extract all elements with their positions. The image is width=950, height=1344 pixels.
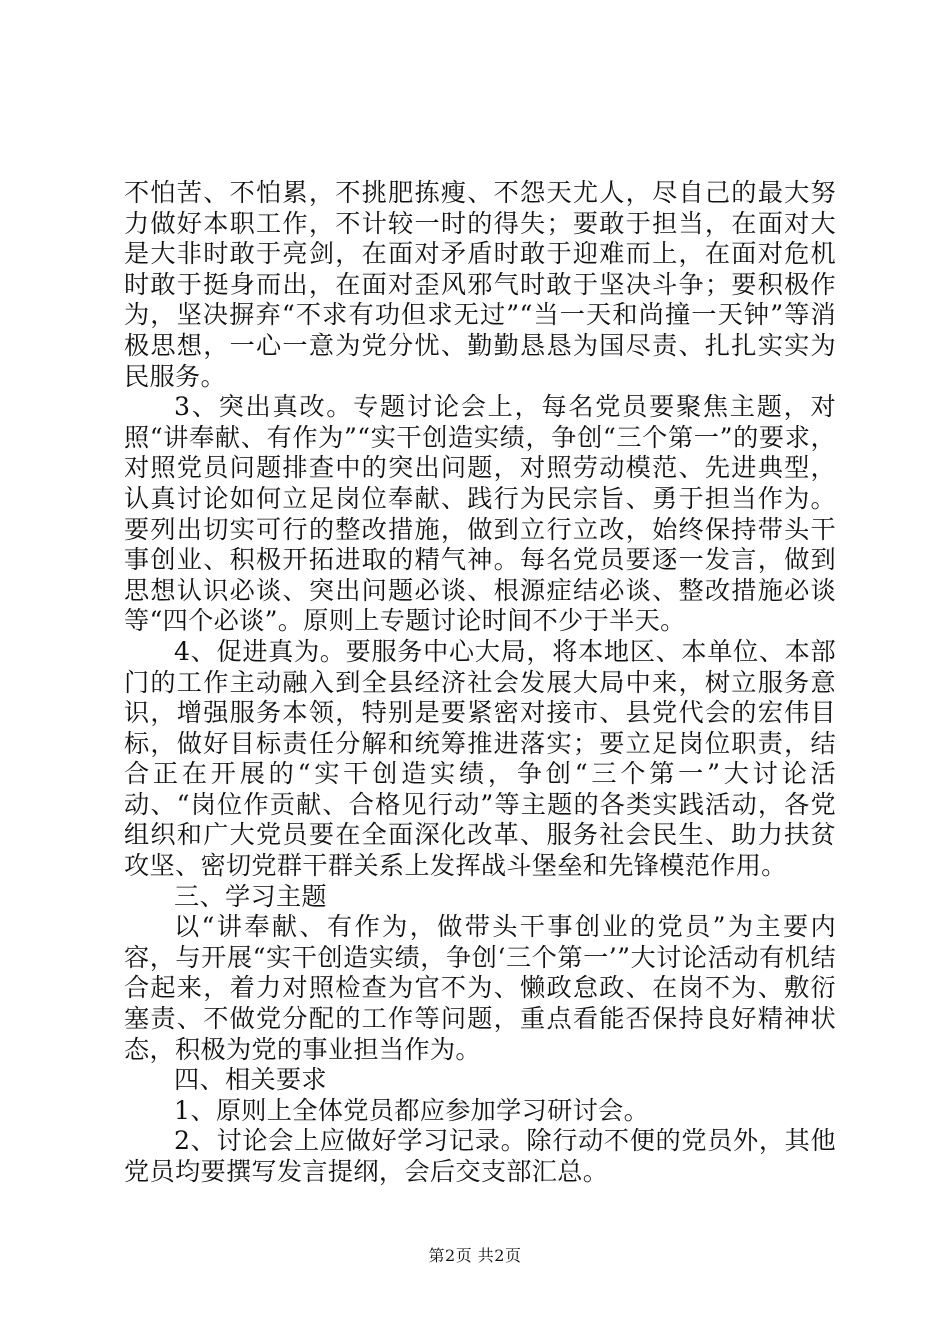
requirement-item-1: 1、原则上全体党员都应参加学习研讨会。 <box>174 1095 650 1125</box>
paragraph-study-theme: 以“讲奉献、有作为，做带头干事创业的党员”为主要内容，与开展“实干创造实绩，争创‘三个第一’”大讨论活动有机结合起来，着力对照检查为官不为、懒政怠政、在岗不为、敷衍塞责、不做党分配的工作等问题，重点看能否保持良好精神状态，积极为党的事业担当作为。 <box>124 912 836 1064</box>
section-heading-requirements: 四、相关要求 <box>174 1065 327 1095</box>
document-body <box>124 178 836 1188</box>
page-footer: 第2页 共2页 <box>428 1246 522 1265</box>
requirement-item-2: 2、讨论会上应做好学习记录。除行动不便的党员外，其他党员均要撰写发言提纲，会后交支部汇总。 <box>124 1126 836 1186</box>
section-heading-study-theme: 三、学习主题 <box>174 881 327 911</box>
paragraph-item-4: 4、促进真为。要服务中心大局，将本地区、本单位、本部门的工作主动融入到全县经济社会发展大局中来，树立服务意识，增强服务本领，特别是要紧密对接市、县党代会的宏伟目标，做好目标责任分解和统筹推进落实；要立足岗位职责，结合正在开展的“实干创造实绩，争创“三个第一”大讨论活动、“岗位作贡献、合格见行动”等主题的各类实践活动，各党组织和广大党员要在全面深化改革、服务社会民生、助力扶贫攻坚、密切党群干群关系上发挥战斗堡垒和先锋模范作用。 <box>124 636 836 881</box>
paragraph-item-3: 3、突出真改。专题讨论会上，每名党员要聚焦主题，对照“讲奉献、有作为”“实干创造实绩，争创“三个第一”的要求，对照党员问题排查中的突出问题，对照劳动模范、先进典型，认真讨论如何立足岗位奉献、践行为民宗旨、勇于担当作为。要列出切实可行的整改措施，做到立行立改，始终保持带头干事创业、积极开拓进取的精气神。每名党员要逐一发言，做到思想认识必谈、突出问题必谈、根源症结必谈、整改措施必谈等“四个必谈”。原则上专题讨论时间不少于半天。 <box>124 392 836 636</box>
paragraph-continuation: 不怕苦、不怕累，不挑肥拣瘦、不怨天尤人，尽自己的最大努力做好本职工作，不计较一时的得失；要敢于担当，在面对大是大非时敢于亮剑，在面对矛盾时敢于迎难而上，在面对危机时敢于挺身而出，在面对歪风邪气时敢于坚决斗争；要积极作为，坚决摒弃“不求有功但求无过”“当一天和尚撞一天钟”等消极思想，一心一意为党分忧、勤勤恳恳为国尽责、扎扎实实为民服务。 <box>124 178 836 391</box>
